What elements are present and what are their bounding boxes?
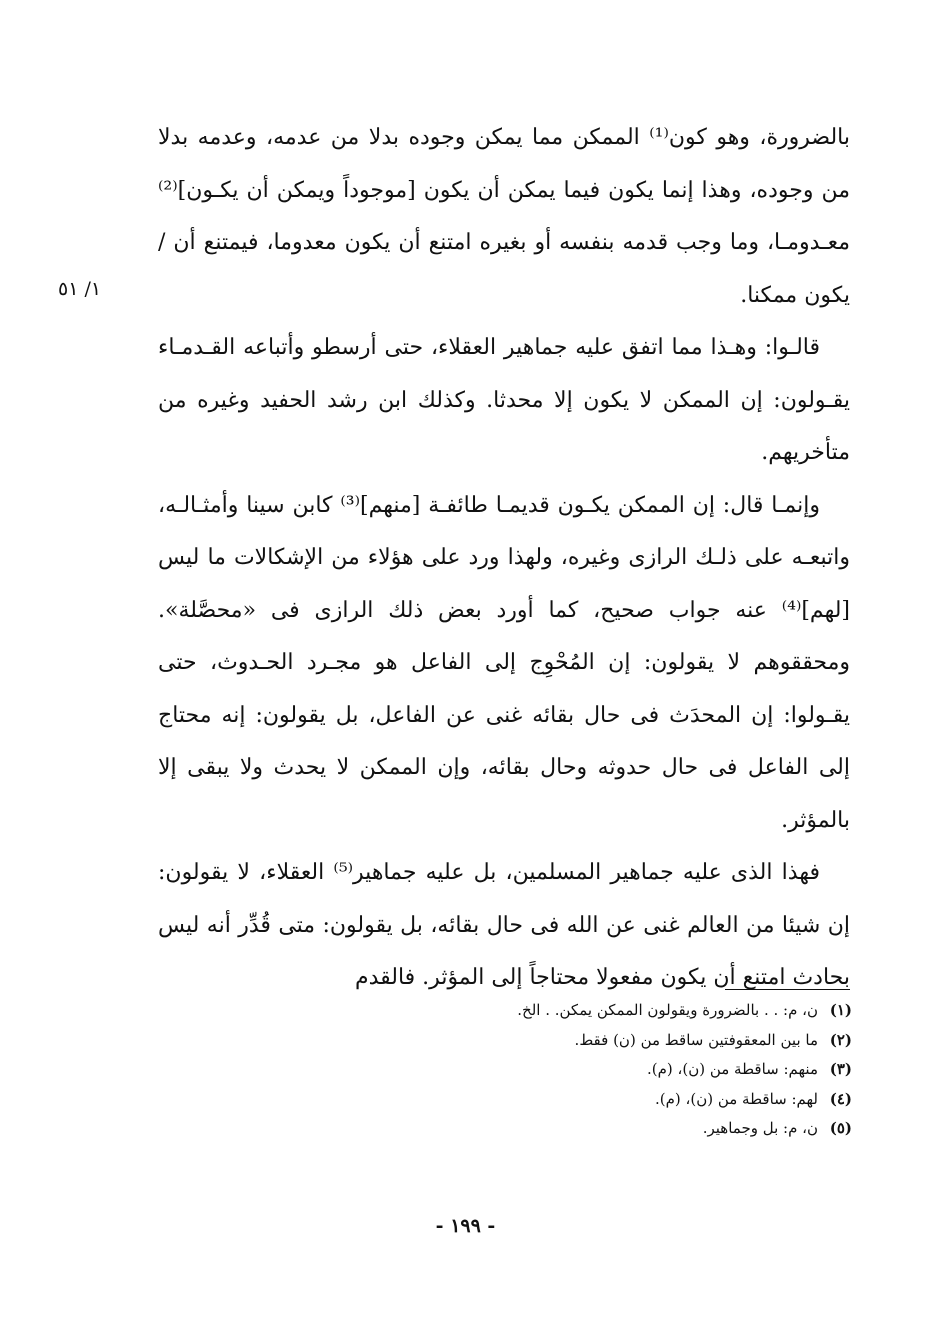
footnote-4 <box>300 1085 852 1115</box>
footnote-text: لهم: ساقطة من (ن)، (م). <box>654 1089 818 1108</box>
paragraph-2: قالـوا: وهـذا مما اتفق عليه جماهير العقلاء، حتى أرسطو وأتباعه القـدمـاء يقـولون: إن الممكن لا يكون إلا محدثا. وكذلك ابن رشد الحفيد وغيره من متأخريهم. <box>158 335 850 465</box>
footnote-text: منهم: ساقطة من (ن)، (م). <box>646 1060 818 1078</box>
main-text <box>158 112 850 1005</box>
footnote-text: ن، م: بل وجماهير. <box>702 1119 818 1137</box>
footnote-number: (٥) <box>829 1119 852 1137</box>
footnote-3 <box>300 1055 852 1085</box>
footnote-text: ما بين المعقوفتين ساقط من (ن) فقط. <box>574 1030 818 1049</box>
footnote-2 <box>300 1026 852 1056</box>
footnote-text: ن، م: . . بالضرورة ويقولون الممكن يمكن. . الخ. <box>517 1001 818 1019</box>
paragraph-1: بالضرورة، وهو كون⁽¹⁾ الممكن مما يمكن وجوده بدلا من عدمه، وعدمه بدلا من وجوده، وهذا إنما يكون فيما يمكن أن يكون [موجوداً ويمكن أن يكـون]⁽²⁾ معـدومـا، وما وجب قدمه بنفسه أو بغيره امتنع أن يكون معدوما، فيمتنع أن / يكون ممكنا. <box>158 125 850 308</box>
page-number: - ١٩٩ - <box>435 1215 496 1237</box>
footnote-number: (٢) <box>829 1030 852 1049</box>
footnote-number: (٣) <box>829 1060 852 1078</box>
footnotes <box>300 996 852 1144</box>
paragraph-4: فهذا الذى عليه جماهير المسلمين، بل عليه جماهير⁽⁵⁾ العقلاء، لا يقولون: إن شيئا من العالم غنى عن الله فى حال بقائه، بل يقولون: متى قُدِّر أنه ليس بحادث امتنع أن يكون مفعولا محتاجاً إلى المؤثر. فالقدم <box>158 860 850 990</box>
footnote-number: (٤) <box>829 1089 852 1108</box>
margin-reference: ١/ ٥١ <box>58 278 102 300</box>
paragraph-3: وإنمـا قال: إن الممكن يكـون قديمـا طائفـة [منهم]⁽³⁾ كابن سينا وأمثـالـه، واتبعـه على ذلـك الرازى وغيره، ولهذا ورد على هؤلاء من الإشكالات ما ليس [لهم]⁽⁴⁾ عنه جواب صحيح، كما أورد بعض ذلك الرازى فى «محصَّلة». ومحققوهم لا يقولون: إن المُحْوِج إلى الفاعل هو مجـرد الحـدوث، حتى يقـولوا: إن المحدَث فى حال بقائه غنى عن الفاعل، بل يقولون: إنه محتاج إلى الفاعل فى حال حدوثه وحال بقائه، وإن الممكن لا يحدث ولا يبقى إلا بالمؤثر. <box>158 492 850 833</box>
footnote-5 <box>300 1114 852 1144</box>
footnote-1 <box>300 996 852 1026</box>
footnote-number: (١) <box>829 1001 852 1019</box>
footnote-divider <box>725 989 850 990</box>
